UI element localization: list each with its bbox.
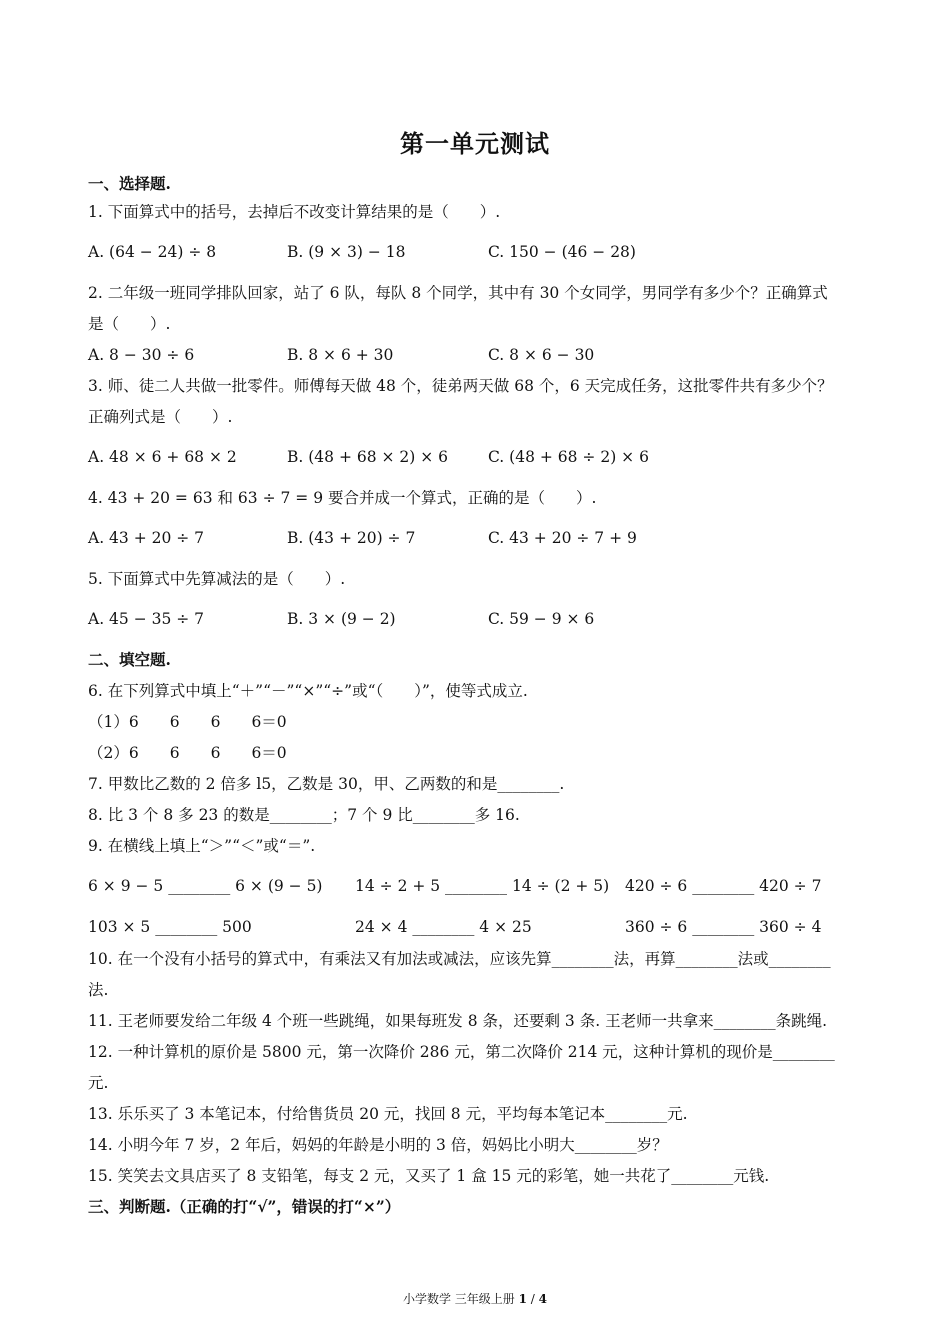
- question-5: 5. 下面算式中先算减法的是（ ）.: [88, 570, 346, 588]
- question-7: 7. 甲数比乙数的 2 倍多 l5，乙数是 30，甲、乙两数的和是________.: [88, 775, 565, 793]
- q5-option-a: A. 45 − 35 ÷ 7: [88, 610, 205, 628]
- question-12-line2: 元.: [88, 1074, 109, 1092]
- q9-compare-r1c1: 6 × 9 − 5 ________ 6 × (9 − 5): [88, 877, 323, 895]
- q9-compare-r1c3: 420 ÷ 6 ________ 420 ÷ 7: [625, 877, 822, 895]
- page-title: 第一单元测试: [400, 129, 550, 158]
- question-15: 15. 笑笑去文具店买了 8 支铅笔，每支 2 元，又买了 1 盒 15 元的彩笔，她一共花了________元钱.: [88, 1167, 770, 1185]
- question-2-line1: 2. 二年级一班同学排队回家，站了 6 队，每队 8 个同学，其中有 30 个女同学，男同学有多少个？正确算式: [88, 284, 828, 302]
- question-8: 8. 比 3 个 8 多 23 的数是________；7 个 9 比________多 16.: [88, 806, 520, 824]
- q1-option-a: A. (64 − 24) ÷ 8: [88, 243, 217, 261]
- question-11: 11. 王老师要发给二年级 4 个班一些跳绳，如果每班发 8 条，还要剩 3 条. 王老师一共拿来________条跳绳.: [88, 1012, 828, 1030]
- q4-option-a: A. 43 + 20 ÷ 7: [88, 529, 205, 547]
- q9-compare-r1c2: 14 ÷ 2 + 5 ________ 14 ÷ (2 + 5): [355, 877, 610, 895]
- footer-page-number: 1: [518, 1292, 527, 1306]
- section-heading-fill: 二、填空题.: [88, 650, 171, 669]
- question-14: 14. 小明今年 7 岁，2 年后，妈妈的年龄是小明的 3 倍，妈妈比小明大________岁？: [88, 1136, 668, 1154]
- q2-option-c: C. 8 × 6 − 30: [488, 346, 595, 364]
- footer-separator: /: [526, 1292, 539, 1306]
- q9-compare-r2c2: 24 × 4 ________ 4 × 25: [355, 918, 532, 936]
- q3-option-c: C. (48 + 68 ÷ 2) × 6: [488, 448, 649, 466]
- question-3-line2: 正确列式是（ ）.: [88, 408, 233, 426]
- question-10-line2: 法.: [88, 981, 109, 999]
- footer-label: 小学数学 三年级上册: [402, 1292, 519, 1306]
- q5-option-b: B. 3 × (9 − 2): [287, 610, 396, 628]
- q3-option-a: A. 48 × 6 + 68 × 2: [88, 448, 237, 466]
- question-6-item-1: （1）6 6 6 6＝0: [88, 713, 287, 731]
- q9-compare-r2c1: 103 × 5 ________ 500: [88, 918, 252, 936]
- q9-compare-r2c3: 360 ÷ 6 ________ 360 ÷ 4: [625, 918, 822, 936]
- page-footer: [0, 1290, 950, 1307]
- q2-option-a: A. 8 − 30 ÷ 6: [88, 346, 195, 364]
- q4-option-c: C. 43 + 20 ÷ 7 + 9: [488, 529, 637, 547]
- question-10-line1: 10. 在一个没有小括号的算式中，有乘法又有加法或减法，应该先算________法，再算________法或________: [88, 950, 831, 968]
- question-1: 1. 下面算式中的括号，去掉后不改变计算结果的是（ ）.: [88, 203, 501, 221]
- question-12-line1: 12. 一种计算机的原价是 5800 元，第一次降价 286 元，第二次降价 214 元，这种计算机的现价是________: [88, 1043, 835, 1061]
- q4-option-b: B. (43 + 20) ÷ 7: [287, 529, 416, 547]
- q5-option-c: C. 59 − 9 × 6: [488, 610, 595, 628]
- q3-option-b: B. (48 + 68 × 2) × 6: [287, 448, 449, 466]
- question-9: 9. 在横线上填上“＞”“＜”或“＝”.: [88, 837, 316, 855]
- section-heading-judge: 三、判断题.（正确的打“√”，错误的打“×”）: [88, 1197, 401, 1216]
- q1-option-b: B. (9 × 3) − 18: [287, 243, 406, 261]
- q1-option-c: C. 150 − (46 − 28): [488, 243, 636, 261]
- section-heading-choice: 一、选择题.: [88, 174, 171, 193]
- question-6-item-2: （2）6 6 6 6＝0: [88, 744, 287, 762]
- question-4: 4. 43 + 20 = 63 和 63 ÷ 7 = 9 要合并成一个算式，正确的是（ ）.: [88, 489, 597, 507]
- footer-page-total: 4: [538, 1292, 548, 1306]
- question-13: 13. 乐乐买了 3 本笔记本，付给售货员 20 元，找回 8 元，平均每本笔记本________元.: [88, 1105, 688, 1123]
- q2-option-b: B. 8 × 6 + 30: [287, 346, 394, 364]
- question-3-line1: 3. 师、徒二人共做一批零件。师傅每天做 48 个，徒弟两天做 68 个，6 天完成任务，这批零件共有多少个？: [88, 377, 833, 395]
- question-6: 6. 在下列算式中填上“＋”“－”“×”“÷”或“（ ）”，使等式成立.: [88, 682, 528, 700]
- question-2-line2: 是（ ）.: [88, 315, 171, 333]
